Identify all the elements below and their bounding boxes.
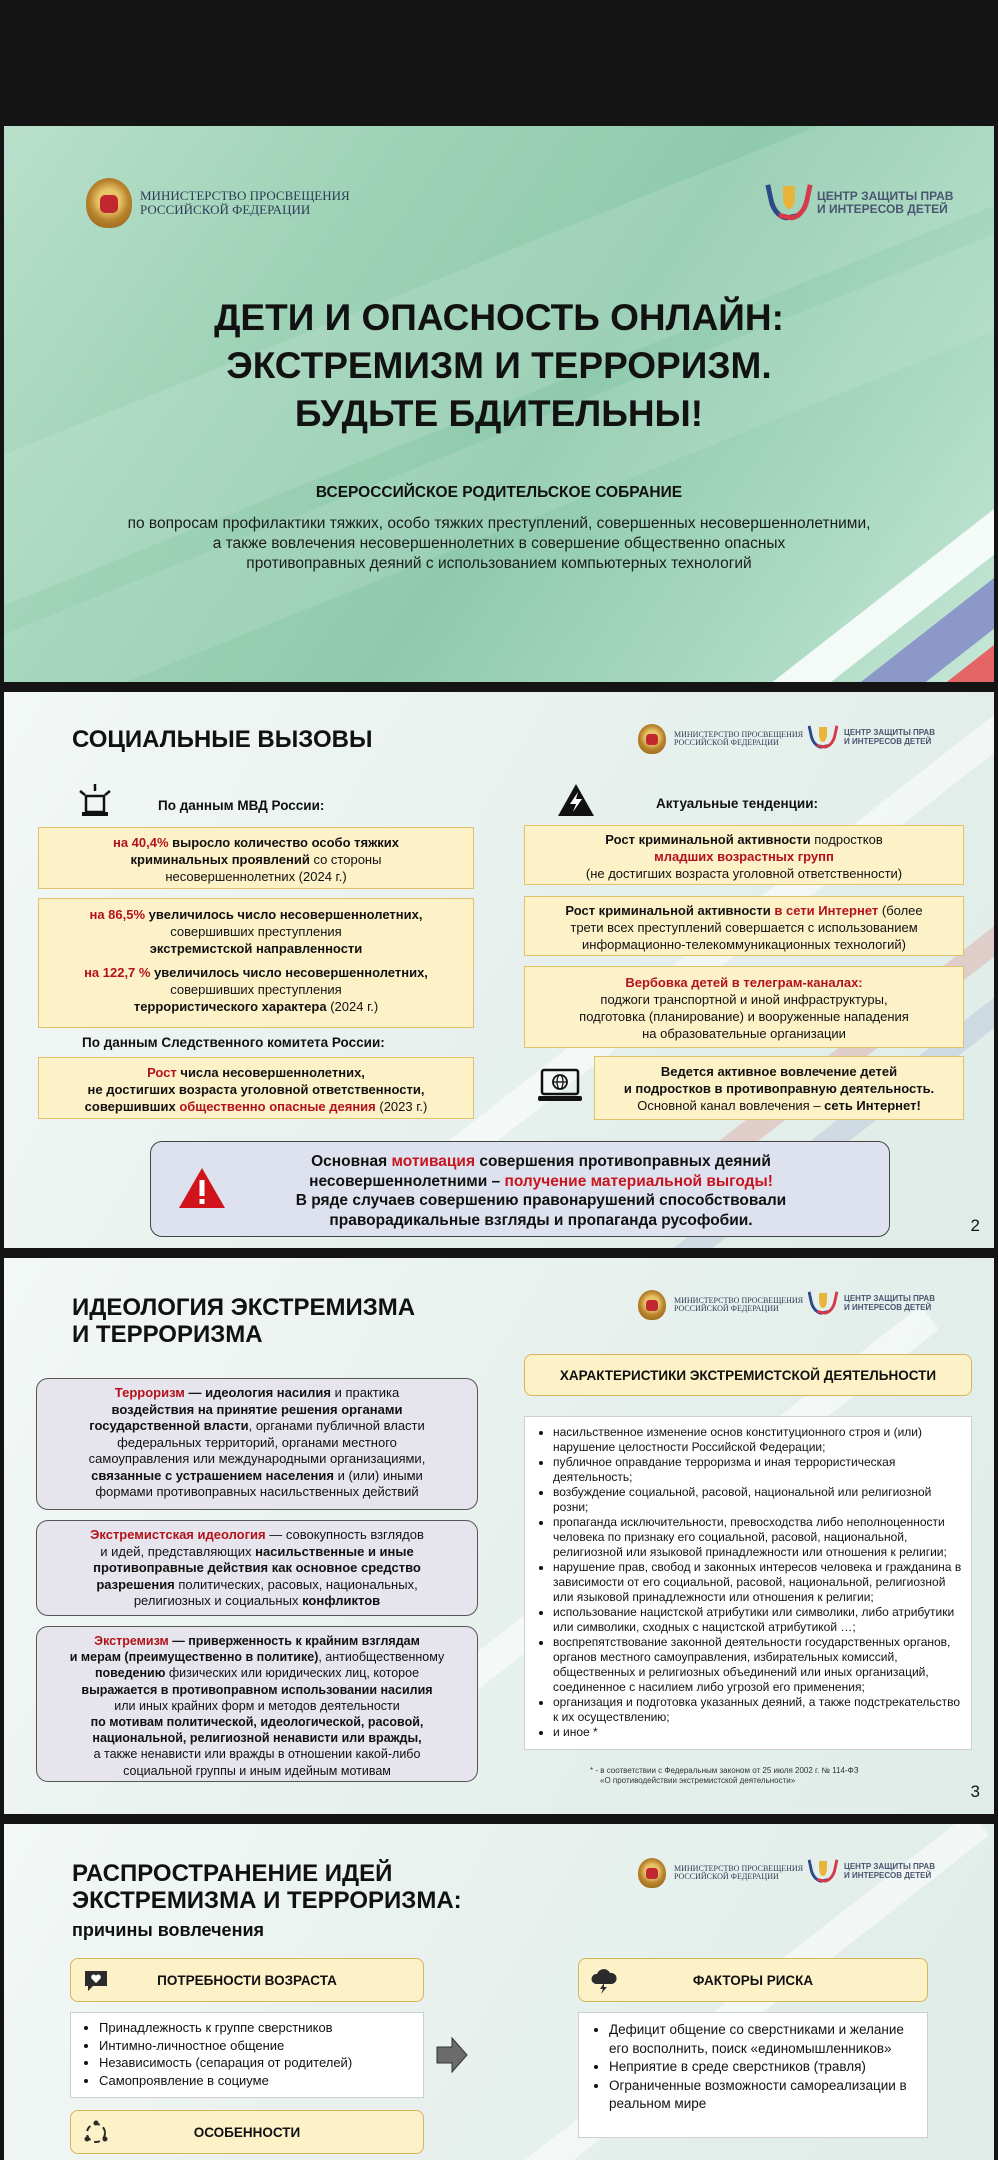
definition-text: приверженность к крайним взглядам — [188, 1634, 420, 1648]
definition-text: поведению — [94, 1666, 166, 1681]
extremism-definition — [36, 1626, 478, 1782]
slide-title-line: ИДЕОЛОГИЯ ЭКСТРЕМИЗМА — [72, 1294, 416, 1321]
eagle-crest-icon — [638, 1858, 666, 1888]
characteristics-list — [524, 1416, 972, 1750]
definition-text: физических или юридических лиц, которое — [165, 1666, 420, 1681]
siren-icon — [76, 782, 114, 818]
stat-text: не достигших возраста уголовной ответственности, — [87, 1082, 425, 1097]
definition-text: конфликтов — [302, 1593, 381, 1608]
trend-text: на образовательные организации — [642, 1026, 846, 1041]
mvd-label: По данным МВД России: — [158, 798, 325, 813]
stat-text: общественно опасные деяния — [179, 1099, 376, 1114]
characteristic-item: • возбуждение социальной, расовой, национальной или религиозной розни; — [553, 1485, 963, 1515]
heart-chat-icon — [83, 1969, 109, 1993]
definition-text: федеральных территорий, органами местного — [117, 1434, 397, 1450]
slide-title-line: ЭКСТРЕМИЗМА И ТЕРРОРИЗМА: — [72, 1887, 462, 1914]
stat-text: террористического характера — [133, 999, 327, 1014]
trend-text: и подростков в противоправную деятельность. — [623, 1081, 935, 1096]
definition-text: религиозных и социальных — [133, 1593, 303, 1608]
exclamation-triangle-icon — [177, 1166, 227, 1210]
stat-text: увеличилось число — [150, 965, 286, 980]
need-item: • Интимно-личностное общение — [99, 2037, 415, 2055]
stat-text: со стороны — [309, 852, 382, 867]
ministry-logo-line1: МИНИСТЕРСТВО ПРОСВЕЩЕНИЯ — [140, 188, 350, 204]
definition-text: социальной группы и иным идейным мотивам — [123, 1763, 391, 1778]
slide-title-line: И ТЕРРОРИЗМА — [72, 1321, 263, 1348]
warning-text: мотивация — [391, 1153, 476, 1170]
page-number: 3 — [970, 1782, 980, 1801]
definition-text: по мотивам политической, идеологической, расовой, — [90, 1715, 424, 1730]
needs-header — [70, 1958, 424, 2002]
stat-text: совершивших преступления — [170, 982, 342, 997]
center-logo-line1: ЦЕНТР ЗАЩИТЫ ПРАВ — [844, 1862, 935, 1872]
ministry-logo-line1: МИНИСТЕРСТВО ПРОСВЕЩЕНИЯ — [674, 1295, 804, 1305]
center-logo-line1: ЦЕНТР ЗАЩИТЫ ПРАВ — [844, 1294, 935, 1304]
slide-title — [72, 1294, 415, 1348]
center-logo — [769, 182, 953, 224]
ministry-logo — [86, 178, 350, 228]
center-logo — [810, 1858, 935, 1886]
page-number: 2 — [970, 1216, 980, 1235]
arrow-right-icon — [436, 2036, 468, 2074]
definition-text: — совокупность взглядов — [265, 1527, 424, 1542]
stat-text: увеличилось число — [145, 907, 280, 922]
description-line: по вопросам профилактики тяжких, особо тяжких преступлений, совершенных несовершеннолетними, — [127, 515, 871, 532]
characteristic-item: • использование нацистской атрибутики или символики, либо атрибутики или символики, сходных с нацистской атрибутикой …; — [553, 1605, 963, 1635]
trend-box-internet — [524, 896, 964, 956]
description — [4, 514, 994, 574]
trend-text: Вербовка детей в телеграм-каналах: — [625, 975, 863, 990]
stat-text: совершивших — [84, 1099, 180, 1114]
definition-text: формами противоправных насильственных действий — [95, 1484, 419, 1499]
stat-percent: на 40,4% — [112, 835, 169, 850]
main-title — [4, 294, 994, 438]
slide-title — [4, 126, 994, 682]
trend-box-telegram — [524, 966, 964, 1048]
warning-text: получение материальной выгоды! — [504, 1172, 773, 1190]
subtitle: ВСЕРОССИЙСКОЕ РОДИТЕЛЬСКОЕ СОБРАНИЕ — [315, 484, 683, 501]
definition-text: — — [168, 1634, 189, 1648]
warning-text: праворадикальные взгляды и пропаганда русофобии. — [329, 1211, 753, 1229]
definition-text: политических, расовых, национальных, — [174, 1576, 418, 1592]
trends-label: Актуальные тенденции: — [656, 796, 819, 811]
trend-text: Ведется активное вовлечение детей — [660, 1064, 898, 1079]
lightning-warning-icon — [556, 782, 596, 818]
ministry-logo-line2: РОССИЙСКОЙ ФЕДЕРАЦИИ — [674, 1304, 779, 1313]
stat-text: (2023 г.) — [375, 1099, 428, 1114]
definition-text: а также ненависти или вражды в отношении какой-либо — [93, 1747, 421, 1762]
stat-text: (2024 г.) — [326, 999, 379, 1014]
characteristics-title: ХАРАКТЕРИСТИКИ ЭКСТРЕМИСТСКОЙ ДЕЯТЕЛЬНОСТИ — [524, 1354, 972, 1396]
risk-item: • Ограниченные возможности самореализации в реальном мире — [609, 2077, 917, 2114]
need-item: • Самопроявление в социуме — [99, 2072, 415, 2090]
definition-text: или иных крайних форм и методов деятельности — [114, 1698, 400, 1713]
risk-list — [578, 2012, 928, 2138]
main-title-line: ДЕТИ И ОПАСНОСТЬ ОНЛАЙН: — [214, 297, 784, 338]
center-heart-icon — [810, 724, 836, 752]
risk-item: • Неприятие в среде сверстников (травля) — [609, 2058, 917, 2077]
footnote-line: «О противодействии экстремистской деятельности» — [600, 1776, 796, 1785]
definition-text: и (или) иными — [333, 1467, 423, 1483]
slide-title — [72, 1860, 462, 1914]
trend-text: информационно-телекоммуникационных технологий) — [582, 937, 906, 952]
definition-text: , антиобщественному — [318, 1650, 445, 1665]
description-line: противоправных деяний с использованием компьютерных технологий — [246, 555, 752, 572]
stat-box-sk — [38, 1057, 474, 1119]
trend-text: Основной канал вовлечения – — [637, 1098, 825, 1113]
characteristic-item: • воспрепятствование законной деятельности государственных органов, органов местного самоуправления, избирательных комиссий, общественных и религиозных объединений или иных организаций, соединенное с насилием либо угрозой его применения; — [553, 1635, 963, 1695]
definition-text: и практика — [330, 1385, 400, 1400]
definition-text: государственной власти — [89, 1418, 249, 1433]
footnote — [590, 1766, 859, 1786]
definition-text: самоуправления или международными организациями, — [88, 1451, 426, 1466]
trend-box-young — [524, 825, 964, 885]
characteristic-item: • насильственное изменение основ конституционного строя и (или) нарушение целостности Российской Федерации; — [553, 1425, 963, 1455]
definition-term: Терроризм — [114, 1385, 185, 1400]
definition-text: — — [184, 1385, 206, 1400]
main-title-line: ЭКСТРЕМИЗМ И ТЕРРОРИЗМ. — [226, 345, 772, 386]
stat-percent: на 86,5% — [89, 907, 146, 922]
ministry-logo — [638, 1858, 803, 1888]
risk-item: • Дефицит общение со сверстниками и желание его восполнить, поиск «единомышленников» — [609, 2021, 917, 2058]
center-logo-line2: И ИНТЕРЕСОВ ДЕТЕЙ — [844, 1871, 932, 1880]
definition-text: национальной, религиозной ненависти или вражды, — [92, 1731, 422, 1746]
center-logo-line2: И ИНТЕРЕСОВ ДЕТЕЙ — [817, 202, 948, 216]
stat-text: несовершеннолетних, — [285, 965, 428, 980]
main-title-line: БУДЬТЕ БДИТЕЛЬНЫ! — [294, 393, 704, 434]
ministry-logo-line2: РОССИЙСКОЙ ФЕДЕРАЦИИ — [674, 1872, 779, 1881]
stat-box-extra-grave — [38, 827, 474, 889]
stat-text: криминальных проявлений — [130, 852, 310, 867]
stat-text: совершивших преступления — [170, 924, 342, 939]
trend-text: поджоги транспортной и иной инфраструктуры, — [600, 992, 888, 1007]
trend-text: (более — [878, 903, 923, 918]
warning-text: совершения противоправных деяний — [475, 1153, 771, 1170]
definition-text: противоправные действия как основное средство — [93, 1560, 421, 1575]
stat-text: несовершеннолетних, — [279, 907, 423, 922]
center-logo — [810, 1290, 935, 1318]
trend-text: трети всех преступлений совершается с использованием — [570, 920, 918, 935]
sk-label: По данным Следственного комитета России: — [82, 1035, 385, 1050]
needs-list — [70, 2012, 424, 2098]
trend-text: Рост криминальной активности — [605, 832, 811, 847]
extremist-ideology-definition — [36, 1520, 478, 1616]
needs-title: ПОТРЕБНОСТИ ВОЗРАСТА — [157, 1972, 337, 1988]
description-line: а также вовлечения несовершеннолетних в совершение общественно опасных — [212, 535, 786, 552]
features-header — [70, 2110, 424, 2154]
characteristic-item: • публичное оправдание терроризма и иная террористическая деятельность; — [553, 1455, 963, 1485]
ministry-logo-line2: РОССИЙСКОЙ ФЕДЕРАЦИИ — [140, 202, 311, 217]
characteristic-item: • организация и подготовка указанных деяний, а также подстрекательство к их осуществлению; — [553, 1695, 963, 1725]
slide-subtitle: причины вовлечения — [72, 1920, 265, 1940]
trend-text: подготовка (планирование) и вооруженные нападения — [579, 1009, 909, 1024]
ministry-logo-line2: РОССИЙСКОЙ ФЕДЕРАЦИИ — [674, 738, 779, 747]
warning-text: несовершеннолетними – — [309, 1172, 505, 1190]
characteristic-item: • пропаганда исключительности, превосходства либо неполноценности человека по признаку его социальной, расовой, национальной, религиозной или языковой принадлежности или отношения к религии; — [553, 1515, 963, 1560]
stat-text: Рост — [147, 1065, 177, 1080]
trend-text: в сети Интернет — [774, 903, 879, 918]
slide-social-challenges — [4, 692, 994, 1248]
definition-text: разрешения — [96, 1576, 175, 1592]
slide-ideology — [4, 1258, 994, 1814]
risk-title: ФАКТОРЫ РИСКА — [692, 1972, 814, 1988]
center-logo-line1: ЦЕНТР ЗАЩИТЫ ПРАВ — [844, 728, 935, 738]
slide-spread-reasons — [4, 1824, 994, 2160]
ministry-logo-line1: МИНИСТЕРСТВО ПРОСВЕЩЕНИЯ — [674, 1863, 804, 1873]
definition-text: выражается в противоправном использовании насилия — [81, 1682, 433, 1697]
laptop-globe-icon — [536, 1066, 584, 1106]
ministry-logo — [638, 1290, 803, 1320]
stat-text: числа несовершеннолетних, — [176, 1065, 365, 1080]
eagle-crest-icon — [638, 1290, 666, 1320]
definition-text: и мерам (преимущественно в политике) — [69, 1650, 319, 1665]
slide-title: СОЦИАЛЬНЫЕ ВЫЗОВЫ — [72, 726, 373, 753]
trend-text: (не достигших возраста уголовной ответственности) — [585, 866, 903, 881]
definition-text: идеология насилия — [205, 1385, 331, 1400]
center-logo-line2: И ИНТЕРЕСОВ ДЕТЕЙ — [844, 1303, 932, 1312]
stat-percent: на 122,7 % — [84, 965, 151, 980]
eagle-crest-icon — [86, 178, 132, 228]
slide-title-line: РАСПРОСТРАНЕНИЕ ИДЕЙ — [72, 1860, 393, 1887]
definition-text: воздействия на принятие решения органами — [111, 1401, 403, 1417]
characteristic-item: • нарушение прав, свобод и законных интересов человека и гражданина в зависимости от его социальной, расовой, национальной, религиозной или языковой принадлежности или отношения к религии; — [553, 1560, 963, 1605]
need-item: • Принадлежность к группе сверстников — [99, 2019, 415, 2037]
definition-term: Экстремизм — [94, 1634, 169, 1648]
center-logo-line1: ЦЕНТР ЗАЩИТЫ ПРАВ — [817, 188, 954, 203]
storm-cloud-icon — [589, 1968, 619, 1994]
motivation-warning-box — [150, 1141, 890, 1237]
stat-text: несовершеннолетних (2024 г.) — [165, 869, 347, 884]
footnote-line: * - в соответствии с Федеральным законом от 25 июля 2002 г. № 114-ФЗ — [590, 1766, 859, 1775]
definition-term: Экстремистская идеология — [90, 1527, 266, 1542]
center-heart-icon — [810, 1290, 836, 1318]
definition-text: и идей, представляющих — [100, 1543, 256, 1559]
terrorism-definition — [36, 1378, 478, 1510]
trend-text: сеть Интернет! — [824, 1098, 921, 1113]
definition-text: связанные с устрашением населения — [91, 1467, 334, 1483]
warning-text: В ряде случаев совершению правонарушений способствовали — [295, 1192, 787, 1209]
need-item: • Независимость (сепарация от родителей) — [99, 2054, 415, 2072]
ministry-logo — [638, 724, 803, 754]
cycle-people-icon — [83, 2120, 109, 2146]
center-logo — [810, 724, 935, 752]
center-heart-icon — [769, 182, 809, 224]
definition-text: , органами публичной власти — [248, 1418, 425, 1433]
trend-box-involvement — [594, 1056, 964, 1120]
characteristic-item: • и иное * — [553, 1725, 963, 1740]
stat-box-extremism-terrorism — [38, 898, 474, 1028]
ministry-logo-line1: МИНИСТЕРСТВО ПРОСВЕЩЕНИЯ — [674, 729, 804, 739]
features-title: ОСОБЕННОСТИ — [193, 2124, 301, 2140]
trend-text: младших возрастных групп — [654, 849, 834, 864]
stat-text: выросло количество особо тяжких — [168, 835, 400, 850]
trend-text: Рост криминальной активности — [565, 903, 775, 918]
stat-text: экстремистской направленности — [149, 941, 363, 956]
risk-header — [578, 1958, 928, 2002]
warning-text: Основная — [311, 1153, 392, 1170]
definition-text: насильственные и иные — [255, 1543, 414, 1559]
center-heart-icon — [810, 1858, 836, 1886]
eagle-crest-icon — [638, 724, 666, 754]
trend-text: подростков — [810, 832, 883, 847]
center-logo-line2: И ИНТЕРЕСОВ ДЕТЕЙ — [844, 737, 932, 746]
